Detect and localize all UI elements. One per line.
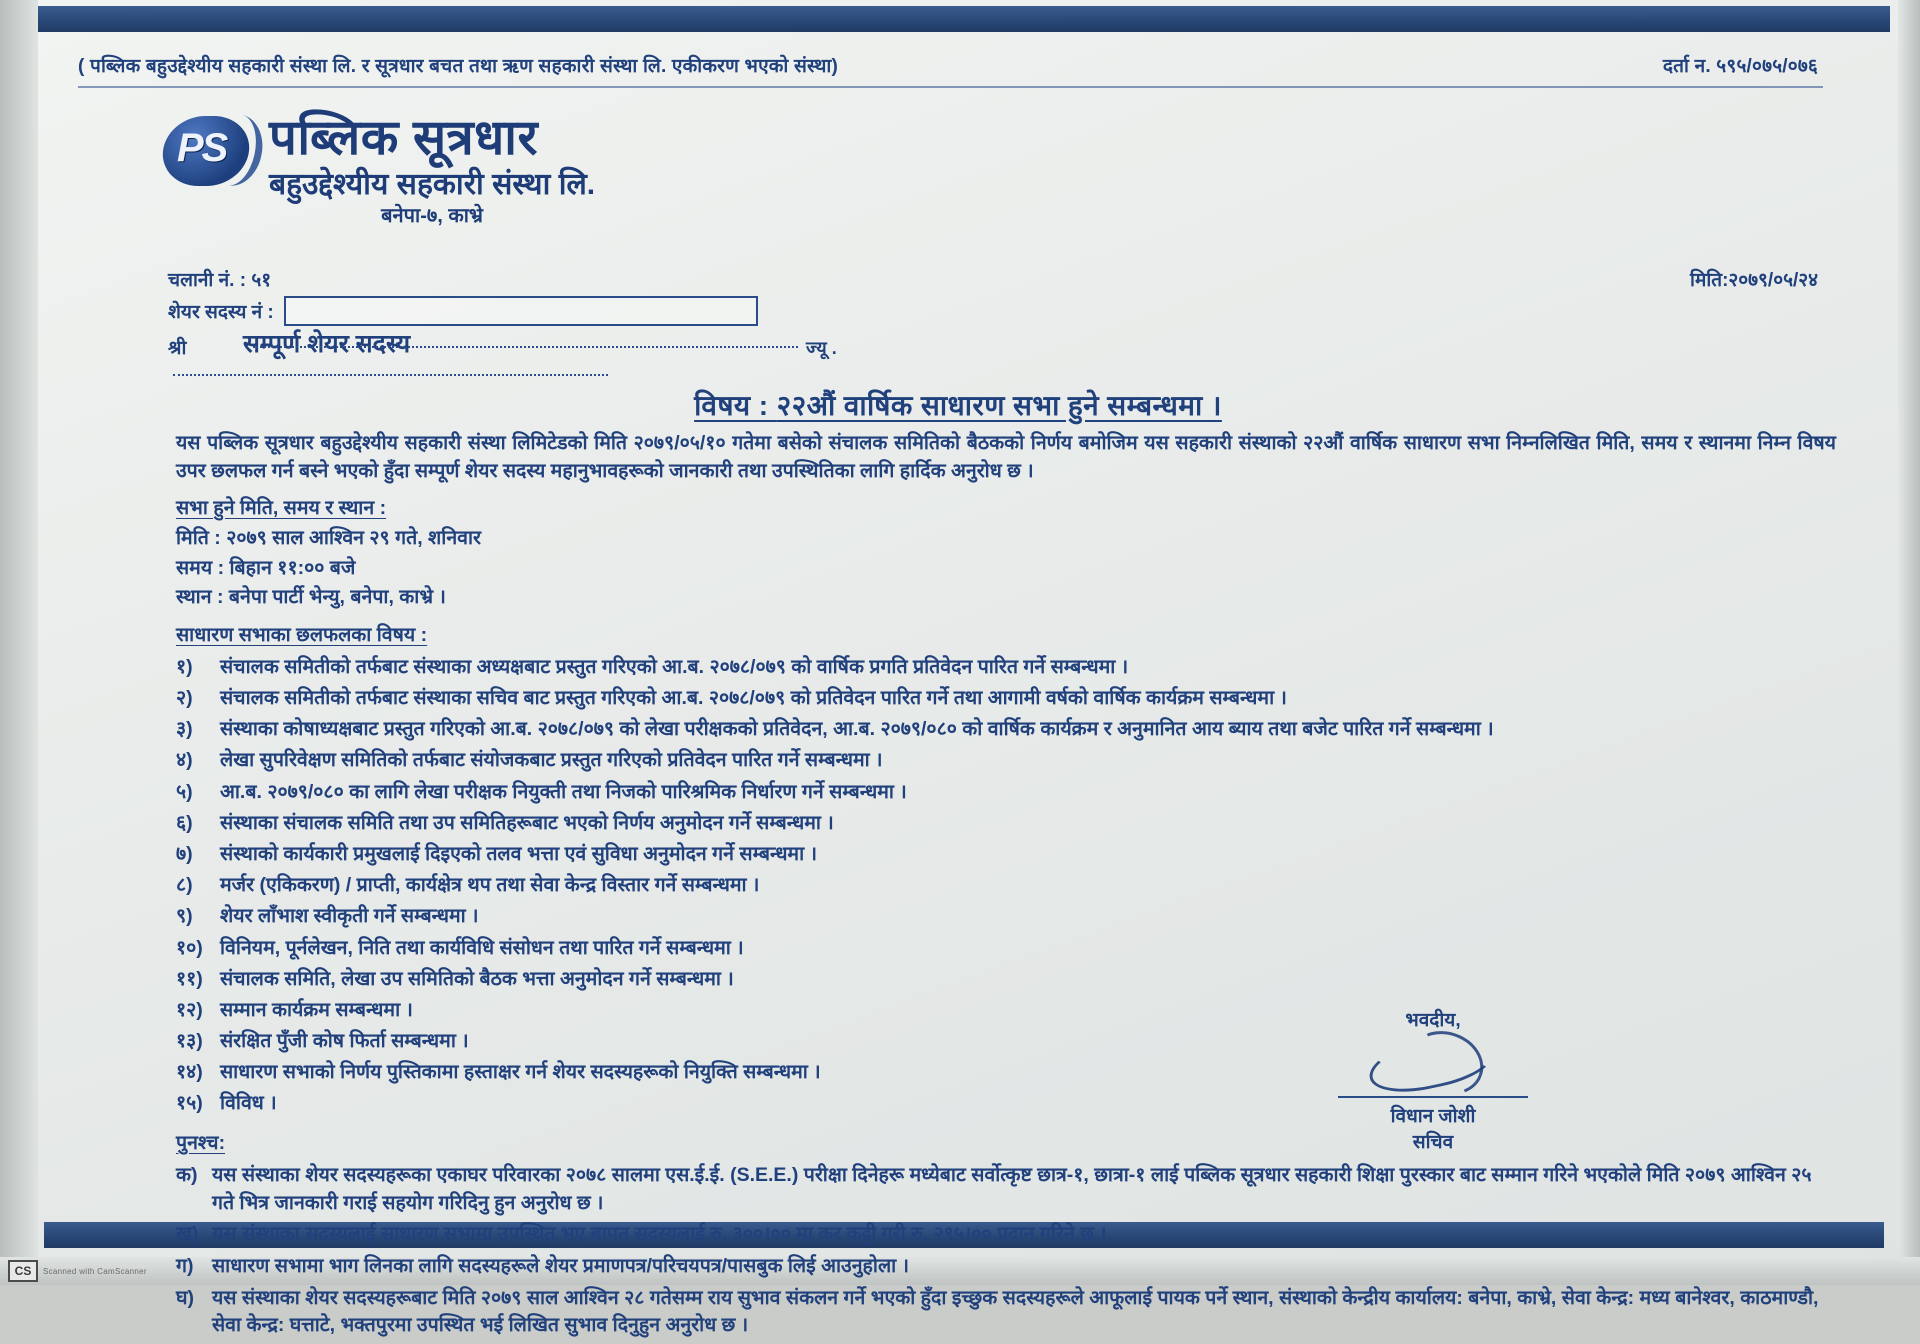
- agenda-list: [176, 654, 1836, 1118]
- list-item: [176, 1221, 1836, 1249]
- signature-line: [1338, 1096, 1528, 1098]
- list-item: [176, 966, 1836, 994]
- list-item: [176, 935, 1836, 963]
- agenda-text: साधारण सभाको निर्णय पुस्तिकामा हस्ताक्षर गर्न शेयर सदस्यहरूको नियुक्ति सम्बन्धमा ।: [220, 1061, 821, 1084]
- agenda-number: ११): [176, 967, 203, 990]
- list-item: [176, 1059, 1836, 1087]
- agenda-number: ५): [176, 780, 193, 803]
- merger-note: ( पब्लिक बहुउद्देश्यीय सहकारी संस्था लि. र सूत्रधार बचत तथा ऋण सहकारी संस्था लि. एकीकरण भएको संस्था): [78, 56, 839, 77]
- agenda-number: २): [176, 687, 193, 709]
- postscript-marker: ग): [176, 1254, 194, 1277]
- member-number-input[interactable]: [284, 296, 758, 326]
- organization-names: [269, 112, 595, 227]
- logo-initials: PS: [177, 126, 227, 170]
- agenda-number: ३): [176, 718, 193, 741]
- agenda-number: ६): [176, 811, 193, 834]
- header-divider: [78, 86, 1823, 88]
- camscanner-icon: CS: [8, 1260, 38, 1282]
- list-item: [176, 1028, 1836, 1056]
- camscanner-watermark: [8, 1259, 158, 1283]
- agenda-number: ७): [176, 842, 193, 865]
- intro-paragraph: यस पब्लिक सूत्रधार बहुउद्देश्यीय सहकारी संस्था लिमिटेडको मिति २०७९/०५/१० गतेमा बसेको संचालक समितिको बैठकको निर्णय बमोजिम यस सहकारी संस्थाको २२औं वार्षिक साधारण सभा निम्नलिखित मिति, समय र स्थानमा निम्न विषय उपर छलफल गर्न बस्ने भएको हुँदा सम्पूर्ण शेयर सदस्य महानुभावहरूको जानकारी तथा उपस्थितिका लागि हार्दिक अनुरोध छ ।: [176, 432, 1836, 482]
- list-item: [176, 654, 1836, 682]
- agenda-text: संचालक समितीको तर्फबाट संस्थाका सचिव बाट प्रस्तुत गरिएको आ.ब. २०७८/०७९ को प्रतिवेदन पारित गर्ने तथा आगामी वर्षको वार्षिक कार्यक्रम सम्बन्धमा ।: [220, 687, 1287, 709]
- scan-edge-left: [0, 0, 38, 1285]
- scan-edge-right: [1898, 0, 1920, 1285]
- addressee-honorific: ज्यू .: [806, 338, 837, 358]
- agenda-text: लेखा सुपरिवेक्षण समितिको तर्फबाट संयोजकबाट प्रस्तुत गरिएको प्रतिवेदन पारित गर्ने सम्बन्धमा ।: [220, 749, 883, 772]
- subject-line: [58, 386, 1858, 424]
- camscanner-note: Scanned with CamScanner: [43, 1266, 147, 1276]
- agenda-text: शेयर लाँभाश स्वीकृती गर्ने सम्बन्धमा ।: [220, 905, 479, 928]
- org-name-primary: पब्लिक सूत्रधार: [269, 111, 539, 165]
- ps-logo-icon: [163, 112, 255, 190]
- agenda-text: आ.ब. २०७९/०८० का लागि लेखा परीक्षक नियुक्ती तथा निजको पारिश्रमिक निर्धारण गर्ने सम्बन्धमा ।: [220, 780, 907, 803]
- list-item: [176, 1090, 1836, 1118]
- postscript-text: साधारण सभामा भाग लिनका लागि सदस्यहरूले शेयर प्रमाणपत्र/परिचयपत्र/पासबुक लिई आउनुहोला ।: [212, 1254, 910, 1277]
- agenda-text: संचालक समिति, लेखा उप समितिको बैठक भत्ता अनुमोदन गर्ने सम्बन्धमा ।: [220, 967, 734, 990]
- agenda-number: १०): [176, 936, 203, 959]
- list-item: [176, 779, 1836, 807]
- list-item: [176, 1162, 1836, 1217]
- list-item: [176, 872, 1836, 900]
- postscript-marker: क): [176, 1163, 198, 1186]
- addressee-dotted-line-1: [253, 346, 798, 348]
- signer-title: सचिव: [1412, 1132, 1454, 1153]
- list-item: [176, 1253, 1836, 1281]
- list-item: [176, 997, 1836, 1025]
- postscript-heading: पुनश्च:: [176, 1132, 226, 1155]
- agenda-number: १३): [176, 1030, 203, 1053]
- agenda-text: संचालक समितीको तर्फबाट संस्थाका अध्यक्षबाट प्रस्तुत गरिएको आ.ब. २०७८/०७९ को वार्षिक प्रगति प्रतिवेदन पारित गर्ने सम्बन्धमा ।: [220, 655, 1129, 678]
- meeting-details-heading: सभा हुने मिति, समय र स्थान :: [176, 497, 387, 520]
- list-item: [176, 903, 1836, 931]
- agenda-text: संस्थाका कोषाध्यक्षबाट प्रस्तुत गरिएको आ.ब. २०७८/०७९ को लेखा परीक्षकको प्रतिवेदन, आ.ब. २०७९/०८० को वार्षिक कार्यक्रम र अनुमानित आय ब्याय तथा बजेट पारित गर्ने सम्बन्धमा ।: [220, 718, 1494, 741]
- subject-label: विषय :: [694, 390, 769, 421]
- meeting-venue: स्थान : बनेपा पार्टी भेन्यु, बनेपा, काभ्रे ।: [176, 586, 446, 609]
- agenda-heading: साधारण सभाका छलफलका विषय :: [176, 624, 428, 647]
- agenda-number: ४): [176, 749, 193, 772]
- org-name-secondary: बहुउद्देश्यीय सहकारी संस्था लि.: [269, 167, 596, 201]
- agenda-text: संस्थाका संचालक समिति तथा उप समितिहरूबाट भएको निर्णय अनुमोदन गर्ने सम्बन्धमा ।: [220, 811, 834, 834]
- postscript-marker: घ): [176, 1286, 195, 1309]
- agenda-text: सम्मान कार्यक्रम सम्बन्धमा ।: [220, 998, 413, 1021]
- meeting-time: समय : बिहान ११:०० बजे: [176, 556, 356, 579]
- signature-block: [1338, 1006, 1528, 1154]
- addressee-dotted-line-2: [173, 374, 608, 376]
- list-item: [176, 685, 1836, 713]
- agenda-number: १): [176, 655, 193, 678]
- member-number-label: शेयर सदस्य नं :: [168, 302, 274, 323]
- list-item: [176, 1285, 1836, 1340]
- agenda-number: १४): [176, 1061, 203, 1084]
- letter-date: मिति:२०७९/०५/२४: [1690, 270, 1818, 291]
- meeting-details-lines: [176, 525, 1836, 612]
- postscript-text: यस संस्थाका सदस्यलाई साधारण सभामा उपस्थित भए बापत सदस्यलाई रु. ३००।०० मा कर कट्टी गरी रु. २९५।०० प्रदान गरिने छ ।: [212, 1223, 1107, 1246]
- registration-number: दर्ता न. ५९५/०७५/०७६: [1662, 56, 1818, 77]
- agenda-number: १२): [176, 998, 203, 1021]
- agenda-number: ८): [176, 874, 193, 897]
- agenda-text: मर्जर (एकिकरण) / प्राप्ती, कार्यक्षेत्र थप तथा सेवा केन्द्र विस्तार गर्ने सम्बन्धमा ।: [220, 874, 760, 897]
- shree-label: श्री: [168, 338, 187, 359]
- subject-text: २२औं वार्षिक साधारण सभा हुने सम्बन्धमा ।: [776, 390, 1222, 421]
- agenda-text: विविध ।: [220, 1092, 277, 1115]
- letter-content: [176, 430, 1836, 1344]
- closing-salutation: भवदीय,: [1405, 1010, 1461, 1031]
- agenda-text: विनियम, पूर्नलेखन, निति तथा कार्यविधि संसोधन तथा पारित गर्ने सम्बन्धमा ।: [220, 936, 744, 959]
- letter-number: चलानी नं. : ५१: [168, 270, 272, 291]
- list-item: [176, 747, 1836, 775]
- postscript-text: यस संस्थाका शेयर सदस्यहरूका एकाघर परिवारका २०७८ सालमा एस.ई.ई. (S.E.E.) परीक्षा दिनेहरू मध्येबाट सर्वोत्कृष्ट छात्र-१, छात्रा-१ लाई पब्लिक सूत्रधार सहकारी शिक्षा पुरस्कार बाट सम्मान गरिने भएकोले मिति २०७९ आश्विन २५ गते भित्र जानकारी गराई सहयोग गरिदिनु हुन अनुरोध छ ।: [212, 1163, 1812, 1214]
- postscript-marker: ख): [176, 1223, 199, 1246]
- meeting-date: मिति : २०७९ साल आश्विन २९ गते, शनिवार: [176, 527, 482, 550]
- agenda-text: संस्थाको कार्यकारी प्रमुखलाई दिइएको तलव भत्ता एवं सुविधा अनुमोदन गर्ने सम्बन्धमा ।: [220, 842, 817, 865]
- postscript-section: [176, 1130, 1836, 1340]
- member-number-row: [168, 296, 758, 326]
- list-item: [176, 716, 1836, 744]
- addressee-name: सम्पूर्ण शेयर सदस्य: [243, 330, 411, 358]
- agenda-number: १५): [176, 1092, 203, 1115]
- agenda-text: संरक्षित पुँजी कोष फिर्ता सम्बन्धमा ।: [220, 1030, 469, 1053]
- letterhead-note-row: [78, 52, 1818, 78]
- list-item: [176, 810, 1836, 838]
- agenda-number: ९): [176, 905, 193, 928]
- list-item: [176, 841, 1836, 869]
- top-blue-bar: [38, 6, 1890, 32]
- signer-name: विधान जोशी: [1390, 1106, 1476, 1127]
- organization-logo-block: [163, 112, 595, 227]
- handwritten-signature: [1348, 1032, 1518, 1094]
- postscript-text: यस संस्थाका शेयर सदस्यहरूबाट मिति २०७९ साल आश्विन २८ गतेसम्म राय सुभाव संकलन गर्ने भएको हुँदा इच्छुक सदस्यहरूले आफूलाई पायक पर्ने स्थान, संस्थाको केन्द्रीय कार्यालय: बनेपा, काभ्रे, सेवा केन्द्र: मध्य बानेश्वर, काठमाण्डौ, सेवा केन्द्र: घत्ताटे, भक्तपुरमा उपस्थित भई लिखित सुभाव दिनुहुन अनुरोध छ ।: [212, 1286, 1819, 1337]
- org-address: बनेपा-७, काभ्रे: [381, 204, 483, 227]
